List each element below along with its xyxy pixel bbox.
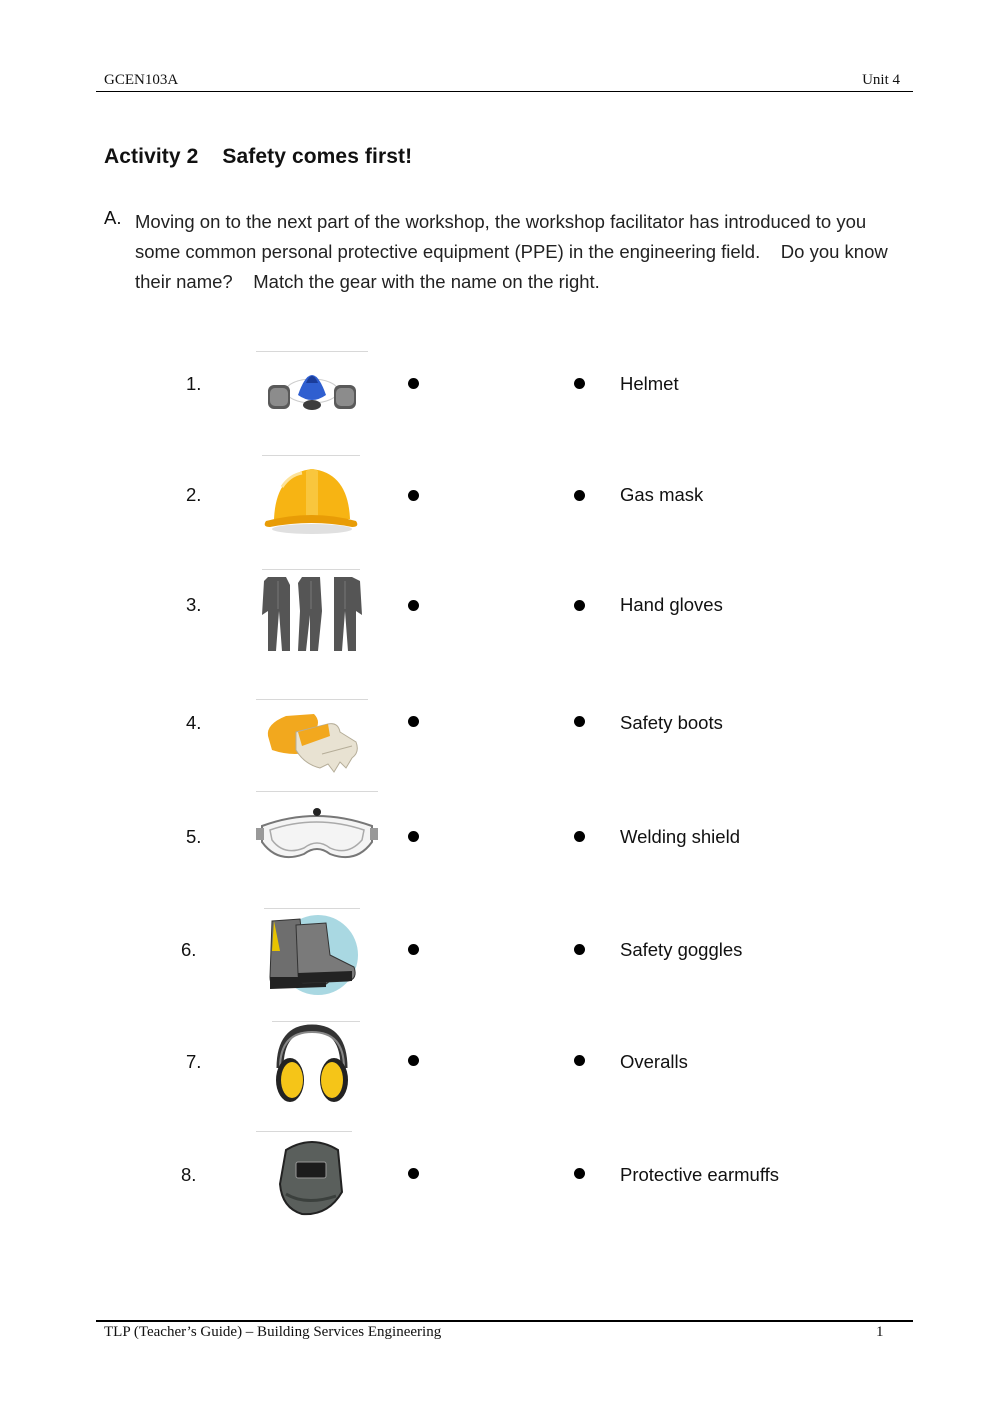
earmuffs-icon (256, 1024, 368, 1108)
gas-mask-icon (256, 347, 368, 427)
match-dot-right[interactable] (574, 831, 585, 842)
match-row (0, 345, 1000, 435)
match-dot-right[interactable] (574, 716, 585, 727)
image-rule (256, 791, 378, 792)
match-row (0, 455, 1000, 545)
option-name: Overalls (620, 1051, 688, 1072)
match-dot-right[interactable] (574, 944, 585, 955)
footer-rule (96, 1320, 913, 1322)
overalls-icon (256, 571, 368, 655)
instruction-marker: A. (104, 207, 122, 228)
match-dot-right[interactable] (574, 490, 585, 501)
footer-guide-title: TLP (Teacher’s Guide) – Building Services Engineering (104, 1324, 442, 1340)
gloves-icon (256, 702, 368, 782)
option-name: Hand gloves (620, 594, 723, 615)
item-number: 3. (186, 594, 202, 615)
item-number: 7. (186, 1051, 202, 1072)
image-rule (262, 455, 360, 456)
option-name: Safety goggles (620, 939, 743, 960)
match-dot-right[interactable] (574, 1168, 585, 1179)
item-number: 1. (186, 373, 202, 394)
match-dot-left[interactable] (408, 600, 419, 611)
item-number: 4. (186, 712, 202, 733)
unit-label: Unit 4 (862, 72, 900, 88)
activity-heading: Safety comes first! (222, 145, 413, 168)
option-name: Helmet (620, 373, 679, 394)
instruction-text: Moving on to the next part of the workshop, the workshop facilitator has introduced to you some common personal protective equipment (PPE) in the engineering field. Do you know their name? Match the gear with the name on the right. (135, 211, 888, 292)
match-dot-left[interactable] (408, 1168, 419, 1179)
match-dot-left[interactable] (408, 716, 419, 727)
option-name: Welding shield (620, 826, 740, 847)
activity-label: Activity 2 (104, 145, 199, 168)
image-rule (256, 1131, 352, 1132)
match-row (0, 1020, 1000, 1110)
image-rule (272, 1021, 360, 1022)
match-row (0, 790, 1000, 880)
boots-icon (256, 911, 368, 1001)
option-name: Gas mask (620, 484, 704, 505)
match-row (0, 1130, 1000, 1220)
image-rule (264, 908, 360, 909)
match-dot-left[interactable] (408, 378, 419, 389)
item-number: 2. (186, 484, 202, 505)
match-row (0, 567, 1000, 657)
match-dot-left[interactable] (408, 944, 419, 955)
course-code: GCEN103A (104, 72, 179, 88)
option-name: Protective earmuffs (620, 1164, 780, 1185)
item-number: 8. (181, 1164, 197, 1185)
match-row (0, 907, 1000, 997)
page-number: 1 (876, 1324, 884, 1340)
match-dot-left[interactable] (408, 831, 419, 842)
item-number: 6. (181, 939, 197, 960)
match-dot-right[interactable] (574, 600, 585, 611)
activity-title (104, 145, 412, 169)
image-rule (262, 569, 360, 570)
item-number: 5. (186, 826, 202, 847)
match-row (0, 698, 1000, 788)
helmet-icon (256, 457, 368, 537)
match-dot-right[interactable] (574, 378, 585, 389)
header-rule (96, 91, 913, 92)
goggles-icon (256, 798, 378, 878)
option-name: Safety boots (620, 712, 723, 733)
match-dot-left[interactable] (408, 1055, 419, 1066)
match-dot-right[interactable] (574, 1055, 585, 1066)
welding-shield-icon (256, 1136, 368, 1220)
match-dot-left[interactable] (408, 490, 419, 501)
image-rule (256, 699, 368, 700)
